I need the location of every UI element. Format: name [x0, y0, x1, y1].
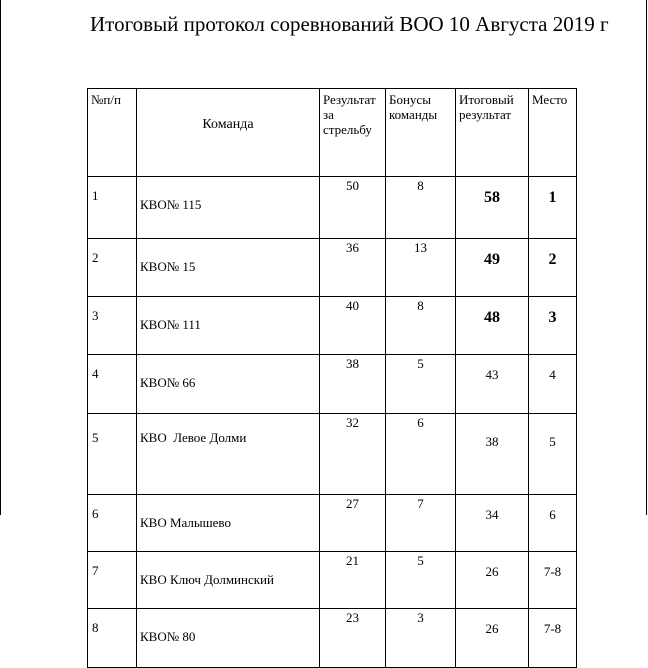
row-shooting: 40: [320, 297, 386, 355]
header-team: Команда: [137, 89, 320, 177]
row-place: 5: [529, 414, 577, 495]
table-row: [88, 177, 577, 239]
row-team: КВО Малышево: [137, 495, 320, 552]
row-final: 43: [456, 355, 529, 414]
header-num: №п/п: [88, 89, 137, 177]
row-place: 7-8: [529, 552, 577, 609]
row-bonus: 8: [386, 177, 456, 239]
row-team: КВО№ 80: [137, 609, 320, 668]
row-shooting: 50: [320, 177, 386, 239]
row-num: 3: [88, 297, 137, 355]
row-num: 4: [88, 355, 137, 414]
row-bonus: 3: [386, 609, 456, 668]
row-num: 2: [88, 239, 137, 297]
page-left-border: [0, 0, 1, 515]
row-team: КВО№ 115: [137, 177, 320, 239]
row-num: 5: [88, 414, 137, 495]
row-final: 38: [456, 414, 529, 495]
row-final: 49: [456, 239, 529, 297]
row-team: КВО№ 15: [137, 239, 320, 297]
header-shooting-line3: стрельбу: [323, 122, 372, 137]
row-shooting: 38: [320, 355, 386, 414]
row-final: 26: [456, 552, 529, 609]
header-shooting-line1: Результат: [323, 92, 376, 107]
row-final: 48: [456, 297, 529, 355]
row-bonus: 7: [386, 495, 456, 552]
row-team: КВО№ 66: [137, 355, 320, 414]
row-bonus: 5: [386, 355, 456, 414]
row-num: 8: [88, 609, 137, 668]
table-row: [88, 297, 577, 355]
row-place: 4: [529, 355, 577, 414]
header-place: Место: [529, 89, 577, 177]
row-place: 1: [529, 177, 577, 239]
header-final-line2: результат: [459, 107, 512, 122]
row-place: 3: [529, 297, 577, 355]
results-table: [87, 88, 577, 668]
row-shooting: 32: [320, 414, 386, 495]
table-row: [88, 414, 577, 495]
row-place: 2: [529, 239, 577, 297]
table-row: [88, 609, 577, 668]
table-row: [88, 495, 577, 552]
row-final: 58: [456, 177, 529, 239]
row-shooting: 36: [320, 239, 386, 297]
header-final: [456, 89, 529, 177]
row-bonus: 13: [386, 239, 456, 297]
row-shooting: 23: [320, 609, 386, 668]
header-bonus-line2: команды: [389, 107, 438, 122]
header-bonus-line1: Бонусы: [389, 92, 431, 107]
row-team: КВО Левое Долми: [137, 414, 320, 495]
row-shooting: 21: [320, 552, 386, 609]
header-shooting: [320, 89, 386, 177]
row-bonus: 8: [386, 297, 456, 355]
header-final-line1: Итоговый: [459, 92, 514, 107]
row-place: 7-8: [529, 609, 577, 668]
page-title: Итоговый протокол соревнований ВОО 10 Августа 2019 г: [90, 12, 609, 36]
table-row: [88, 239, 577, 297]
row-final: 34: [456, 495, 529, 552]
row-num: 1: [88, 177, 137, 239]
table-row: [88, 552, 577, 609]
row-num: 6: [88, 495, 137, 552]
row-team: КВО№ 111: [137, 297, 320, 355]
row-final: 26: [456, 609, 529, 668]
row-bonus: 6: [386, 414, 456, 495]
header-shooting-line2: за: [323, 107, 334, 122]
row-bonus: 5: [386, 552, 456, 609]
row-num: 7: [88, 552, 137, 609]
table-row: [88, 355, 577, 414]
header-bonus: [386, 89, 456, 177]
row-shooting: 27: [320, 495, 386, 552]
table-header-row: [88, 89, 577, 177]
row-place: 6: [529, 495, 577, 552]
row-team: КВО Ключ Долминский: [137, 552, 320, 609]
page-right-border: [646, 0, 647, 515]
